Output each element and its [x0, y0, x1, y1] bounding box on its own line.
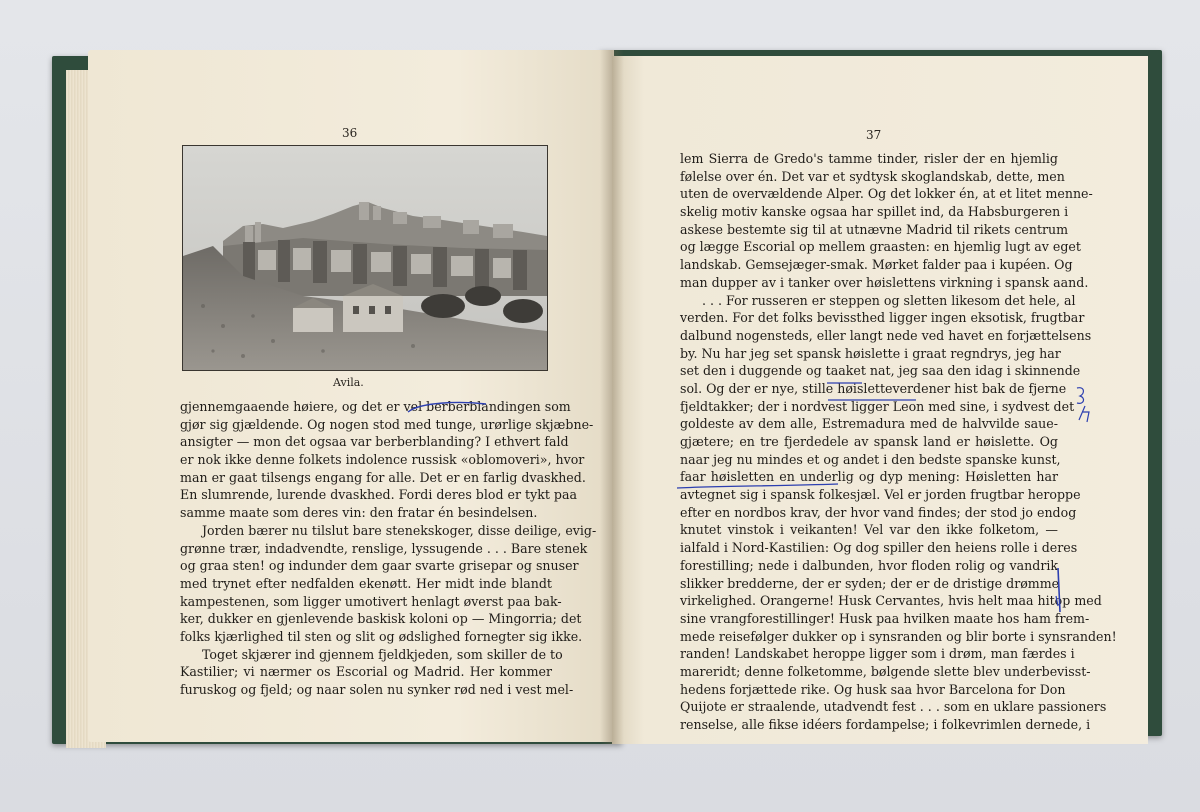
- text-line: mareridt; denne folketomme, bølgende slette blev underbevisst-: [680, 663, 1091, 679]
- text-line: fjeldtakker; der i nordvest ligger Leon med sine, i sydvest det: [680, 398, 1075, 414]
- text-line: Jorden bærer nu tilslut bare stenekskoger, disse deilige, evig-: [202, 522, 597, 538]
- text-line: skelig motiv kanske ogsaa har spillet ind, da Habsburgeren i: [680, 204, 1069, 220]
- text-line: randen! Landskabet heroppe ligger som i drøm, man færdes i: [680, 646, 1075, 662]
- text-line: Toget skjærer ind gjennem fjeldkjeden, som skiller de to: [202, 646, 563, 662]
- text-line: virkelighed. Orangerne! Husk Cervantes, hvis helt maa hitop med: [680, 593, 1102, 609]
- left-page-number: 36: [342, 126, 358, 140]
- text-line: . . . For russeren er steppen og sletten likesom det hele, al: [702, 292, 1076, 308]
- text-line: slikker bredderne, der er syden; der er de dristige drømme: [680, 575, 1060, 591]
- text-line: ker, dukker en gjenlevende baskisk koloni op — Mingorria; det: [180, 611, 582, 627]
- text-line: og graa sten! og indunder dem gaar svarte grisepar og snuser: [180, 558, 579, 574]
- text-line: naar jeg nu mindes et og andet i den bedste spanske kunst,: [680, 451, 1061, 467]
- text-line: forestilling; nede i dalbunden, hvor floden rolig og vandrik: [680, 557, 1058, 573]
- text-line: gjør sig gjældende. Og nogen stod med tunge, urørlige skjæbne-: [180, 416, 594, 432]
- text-line: Quijote er straalende, utadvendt fest . . . som en uklare passioners: [680, 699, 1107, 715]
- text-line: En slumrende, lurende dvaskhed. Fordi deres blod er tykt paa: [180, 487, 577, 503]
- text-line: er nok ikke denne folkets indolence russisk «oblomoveri», hvor: [180, 452, 585, 468]
- text-line: Kastilier; vi nærmer os Escorial og Madrid. Her kommer: [180, 664, 552, 680]
- text-line: renselse, alle fikse idéers fordampelse; i folkevrimlen dernede, i: [680, 717, 1091, 732]
- right-page-number: 37: [866, 128, 882, 142]
- text-line: ansigter — mon det ogsaa var berberblanding? I ethvert fald: [180, 434, 569, 450]
- text-line: grønne trær, indadvendte, renslige, lyssugende . . . Bare stenek: [180, 540, 588, 556]
- photo-caption: Avila.: [333, 376, 364, 389]
- text-line: avtegnet sig i spansk folkesjæl. Vel er jorden frugtbar heroppe: [680, 487, 1081, 503]
- pen-underline: [408, 403, 486, 412]
- text-line: og lægge Escorial op mellem graasten: en hjemlig lugt av eget: [680, 239, 1081, 255]
- text-line: dalbund nogensteds, eller langt nede ved havet en forjættelsens: [680, 327, 1092, 343]
- pen-note-mark: [1077, 388, 1084, 404]
- text-line: furuskog og fjeld; og naar solen nu synker rød ned i vest mel-: [180, 682, 574, 697]
- text-line: verden. For det folks bevissthed ligger ingen eksotisk, frugtbar: [680, 310, 1085, 326]
- text-line: man dupper av i tanker over høislettens virkning i spansk aand.: [680, 274, 1089, 290]
- text-line: ialfald i Nord-Kastilien: Og dog spiller den heiens rolle i deres: [680, 540, 1078, 556]
- text-line: gjennemgaaende høiere, og det er vel berberblandingen som: [180, 399, 571, 414]
- text-line: sol. Og der er nye, stille høisletteverdener hist bak de fjerne: [680, 380, 1067, 396]
- text-line: sine vrangforestillinger! Husk paa hvilken maate hos ham frem-: [680, 610, 1090, 626]
- text-line: uten de overvældende Alper. Og det lokker én, at et litet menne-: [680, 186, 1093, 202]
- text-line: samme maate som deres vin: den fratar én besindelsen.: [180, 505, 538, 521]
- text-line: set den i duggende og taaket nat, jeg saa den idag i skinnende: [680, 363, 1081, 379]
- text-line: faar høisletten en underlig og dyp mening: Høisletten har: [680, 469, 1058, 485]
- text-line: goldeste av dem alle, Estremadura med de halvvilde saue-: [680, 416, 1058, 432]
- text-line: landskab. Gemsejæger-smak. Mørket falder paa i kupéen. Og: [680, 257, 1073, 273]
- text-line: med trynet efter nedfalden ekenøtt. Her midt inde blandt: [180, 575, 552, 591]
- text-line: kampestenen, som ligger umotivert henlagt øverst paa bak-: [180, 593, 562, 609]
- text-line: folks kjærlighed til sten og slit og ødslighed fornegter sig ikke.: [180, 628, 583, 644]
- text-line: gjætere; en tre fjerdedele av spansk land er høislette. Og: [680, 434, 1058, 449]
- text-line: efter en nordbos krav, der hvor vand findes; der stod jo endog: [680, 504, 1077, 520]
- text-line: hedens forjættede rike. Og husk saa hvor Barcelona for Don: [680, 681, 1066, 697]
- text-line: by. Nu har jeg set spansk høislette i graat regndrys, jeg har: [680, 345, 1061, 361]
- pen-underline: [677, 484, 838, 488]
- text-line: man er gaat tilsengs engang for alle. Det er en farlig dvaskhed.: [180, 469, 586, 485]
- text-line: knutet vinstok i veikanten! Vel var den ikke folketom, —: [680, 522, 1058, 538]
- text-line: askese bestemte sig til at utnævne Madrid til rikets centrum: [680, 221, 1069, 237]
- text-line: lem Sierra de Gredo's tamme tinder, risler der en hjemlig: [680, 151, 1058, 166]
- text-line: mede reisefølger dukker op i synsranden og blir borte i synsranden!: [680, 628, 1117, 644]
- text-line: følelse over én. Det var et sydtysk skoglandskab, dette, men: [680, 168, 1065, 184]
